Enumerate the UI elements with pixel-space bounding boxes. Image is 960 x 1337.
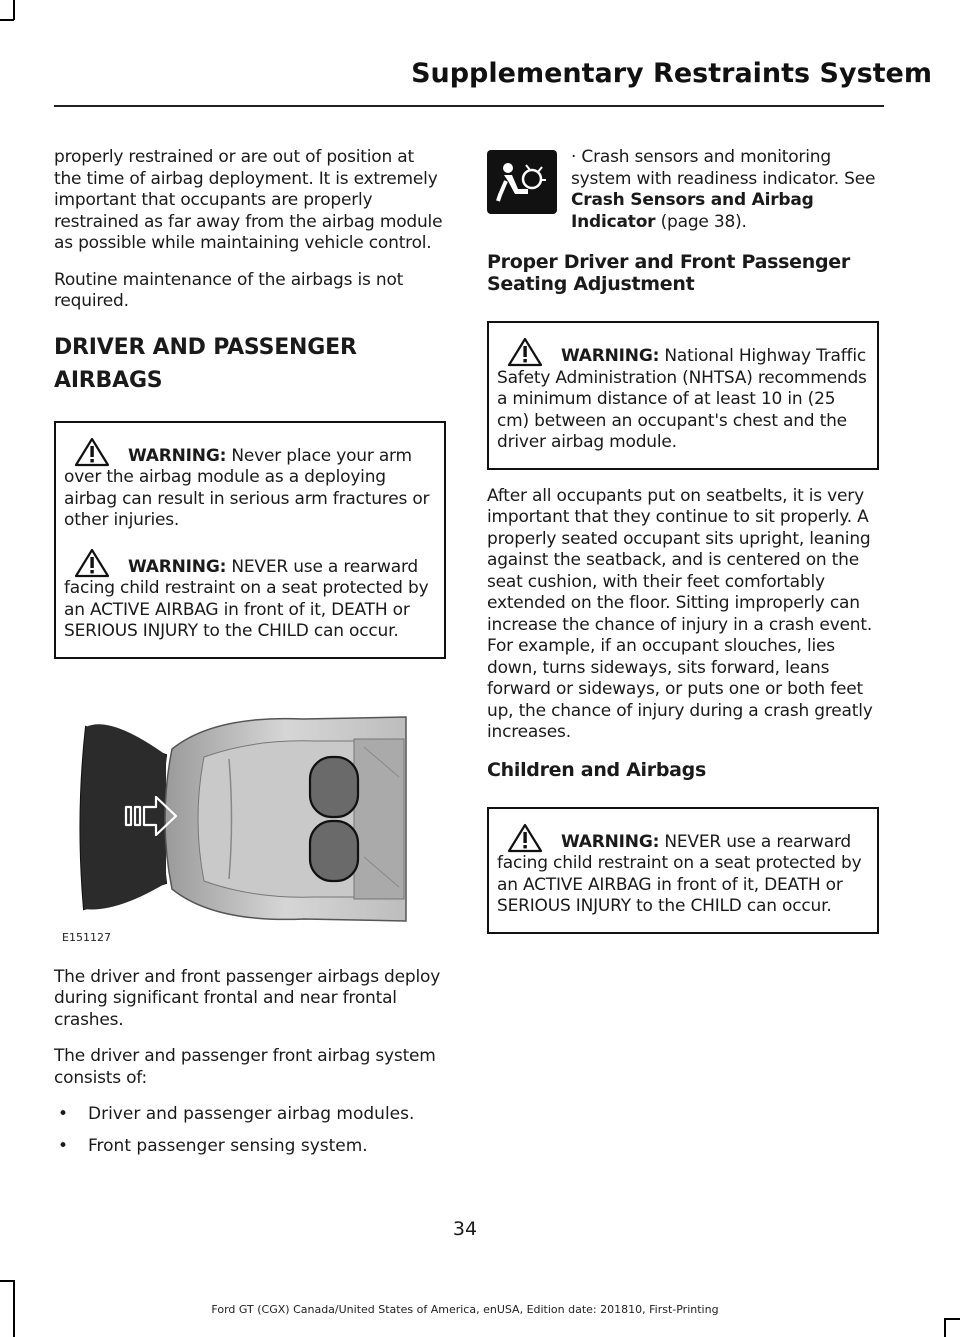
list-item: • Front passenger sensing system. <box>58 1135 368 1156</box>
warning-item: WARNING: NEVER use a rearward facing child restraint on a seat protected by an ACTIVE AIRBAG in front of it, DEATH or SERIOUS INJURY to the CHILD can occur. <box>497 823 869 918</box>
paragraph: properly restrained or are out of position at the time of airbag deployment. It is extremely important that occupants are properly restrained as far away from the airbag module as possible while maintaining vehicle control. <box>54 147 443 253</box>
bullet-list <box>54 1104 446 1157</box>
edition-footer: Ford GT (CGX) Canada/United States of America, enUSA, Edition date: 201810, First-Printing <box>211 1303 719 1316</box>
paragraph: · Crash sensors and monitoring system with readiness indicator. See Crash Sensors and Airbag Indicator (page 38). <box>487 147 879 233</box>
warning-box <box>487 807 879 934</box>
airbag-deployment-figure <box>54 687 446 953</box>
warning-item: WARNING: Never place your arm over the airbag module as a deploying airbag can result in serious arm fractures or other injuries. <box>64 437 436 532</box>
figure-id: E151127 <box>62 930 111 944</box>
page-number: 34 <box>452 1218 478 1240</box>
warning-box <box>487 321 879 470</box>
warning-triangle-icon <box>501 337 551 367</box>
page-title: Supplementary Restraints System <box>411 58 932 89</box>
crop-mark <box>13 0 15 20</box>
vehicle-top-view-illustration <box>54 687 446 953</box>
warning-triangle-icon <box>68 548 118 578</box>
crop-mark <box>944 1318 960 1320</box>
crop-mark <box>944 1318 946 1337</box>
paragraph: Routine maintenance of the airbags is not required. <box>54 269 404 311</box>
crop-mark <box>0 19 14 21</box>
crop-mark <box>0 1280 14 1282</box>
section-heading: Children and Airbags <box>487 758 706 781</box>
warning-item: WARNING: National Highway Traffic Safety Administration (NHTSA) recommends a minimum distance of at least 10 in (25 cm) between an occupant's chest and the driver airbag module. <box>497 337 869 454</box>
warning-triangle-icon <box>68 437 118 467</box>
warning-item: WARNING: NEVER use a rearward facing child restraint on a seat protected by an ACTIVE AIRBAG in front of it, DEATH or SERIOUS INJURY to the CHILD can occur. <box>64 548 436 643</box>
warning-box <box>54 421 446 659</box>
right-column <box>487 147 879 950</box>
list-item: • Driver and passenger airbag modules. <box>58 1104 415 1124</box>
paragraph: The driver and front passenger airbags deploy during significant frontal and near frontal crashes. <box>54 966 441 1030</box>
header-divider <box>54 105 884 107</box>
paragraph: The driver and passenger front airbag system consists of: <box>54 1046 436 1088</box>
left-column <box>54 147 446 1167</box>
cross-reference-link[interactable]: Crash Sensors and Airbag Indicator <box>571 190 814 232</box>
paragraph: After all occupants put on seatbelts, it is very important that they continue to sit properly. A properly seated occupant sits upright, leaning against the seatback, and is centered on the seat cushion, with their feet comfortably extended on the floor. Sitting improperly can increase the chance of injury in a crash event. For example, if an occupant slouches, lies down, turns sideways, sits forward, leans forward or sideways, or puts one or both feet up, the chance of injury during a crash greatly increases. <box>487 485 873 742</box>
warning-triangle-icon <box>501 823 551 853</box>
airbag-indicator-icon <box>487 150 557 214</box>
section-heading: DRIVER AND PASSENGER AIRBAGS <box>54 334 357 393</box>
section-heading: Proper Driver and Front Passenger Seating Adjustment <box>487 251 850 295</box>
